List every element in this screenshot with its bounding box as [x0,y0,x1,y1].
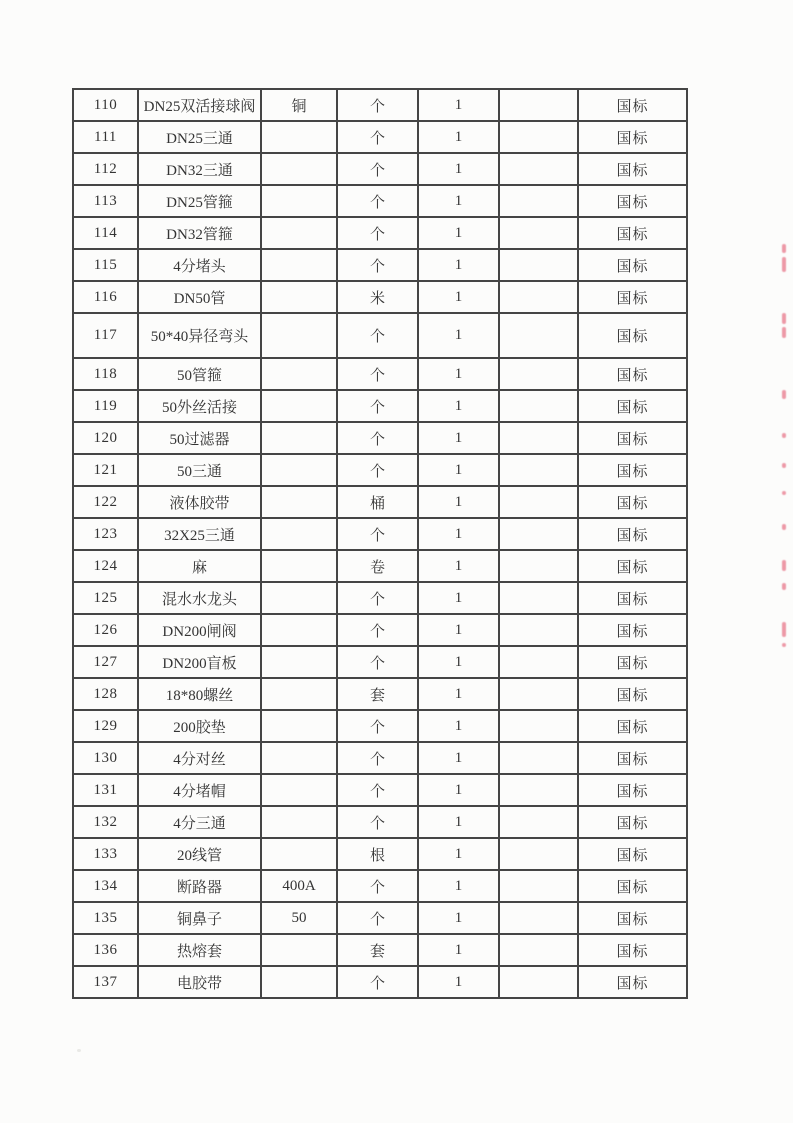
red-ink-mark [782,244,786,253]
cell-note [499,806,578,838]
cell-unit: 个 [337,121,418,153]
cell-standard: 国标 [578,966,687,998]
cell-spec [261,646,337,678]
cell-qty: 1 [418,614,499,646]
cell-spec [261,710,337,742]
cell-no: 119 [73,390,138,422]
cell-qty: 1 [418,902,499,934]
cell-qty: 1 [418,185,499,217]
cell-name: DN50管 [138,281,261,313]
table-row [73,89,687,121]
cell-no: 124 [73,550,138,582]
cell-standard: 国标 [578,742,687,774]
cell-standard: 国标 [578,185,687,217]
cell-no: 125 [73,582,138,614]
cell-no: 137 [73,966,138,998]
cell-qty: 1 [418,966,499,998]
cell-unit: 个 [337,710,418,742]
cell-spec [261,185,337,217]
cell-unit: 个 [337,390,418,422]
cell-unit: 套 [337,678,418,710]
table-row [73,422,687,454]
cell-note [499,518,578,550]
cell-unit: 米 [337,281,418,313]
table-row [73,249,687,281]
cell-note [499,870,578,902]
table-row [73,934,687,966]
cell-spec [261,217,337,249]
red-ink-mark [782,327,786,338]
cell-standard: 国标 [578,550,687,582]
cell-standard: 国标 [578,902,687,934]
cell-standard: 国标 [578,217,687,249]
cell-name: DN25双活接球阀 [138,89,261,121]
table-row [73,902,687,934]
table-row [73,217,687,249]
cell-standard: 国标 [578,678,687,710]
cell-spec: 50 [261,902,337,934]
cell-unit: 个 [337,646,418,678]
cell-standard: 国标 [578,358,687,390]
table-row [73,966,687,998]
cell-unit: 个 [337,518,418,550]
cell-unit: 根 [337,838,418,870]
cell-qty: 1 [418,281,499,313]
cell-name: 18*80螺丝 [138,678,261,710]
cell-spec [261,966,337,998]
cell-note [499,313,578,358]
cell-standard: 国标 [578,153,687,185]
cell-note [499,249,578,281]
cell-note [499,390,578,422]
cell-qty: 1 [418,486,499,518]
cell-note [499,281,578,313]
cell-no: 123 [73,518,138,550]
cell-note [499,742,578,774]
cell-note [499,454,578,486]
cell-spec [261,614,337,646]
cell-no: 115 [73,249,138,281]
cell-no: 128 [73,678,138,710]
red-ink-mark [782,491,786,495]
cell-note [499,89,578,121]
cell-unit: 个 [337,217,418,249]
cell-standard: 国标 [578,121,687,153]
cell-no: 129 [73,710,138,742]
cell-unit: 个 [337,249,418,281]
cell-unit: 个 [337,742,418,774]
cell-name: DN25管箍 [138,185,261,217]
cell-standard: 国标 [578,454,687,486]
cell-note [499,550,578,582]
cell-name: 50过滤器 [138,422,261,454]
red-ink-mark [782,524,786,530]
red-ink-mark [782,583,786,590]
cell-spec [261,518,337,550]
cell-no: 114 [73,217,138,249]
cell-spec [261,313,337,358]
cell-unit: 个 [337,422,418,454]
cell-spec [261,582,337,614]
scan-speck [77,1049,81,1052]
table-row [73,281,687,313]
cell-spec [261,358,337,390]
cell-name: 热熔套 [138,934,261,966]
cell-note [499,646,578,678]
table-row [73,678,687,710]
cell-spec [261,121,337,153]
cell-qty: 1 [418,217,499,249]
cell-no: 120 [73,422,138,454]
cell-standard: 国标 [578,281,687,313]
cell-qty: 1 [418,550,499,582]
red-ink-mark [782,257,786,272]
cell-qty: 1 [418,153,499,185]
cell-qty: 1 [418,313,499,358]
cell-name: 32X25三通 [138,518,261,550]
cell-name: 50管箍 [138,358,261,390]
cell-name: 50三通 [138,454,261,486]
table-row [73,838,687,870]
cell-name: 电胶带 [138,966,261,998]
cell-name: 4分堵帽 [138,774,261,806]
cell-note [499,934,578,966]
table-body [73,89,687,998]
cell-no: 113 [73,185,138,217]
cell-name: 200胶垫 [138,710,261,742]
table-row [73,550,687,582]
cell-unit: 桶 [337,486,418,518]
cell-name: DN25三通 [138,121,261,153]
cell-spec [261,249,337,281]
cell-qty: 1 [418,454,499,486]
table-row [73,454,687,486]
cell-standard: 国标 [578,614,687,646]
table-row [73,121,687,153]
cell-unit: 个 [337,313,418,358]
cell-name: 20线管 [138,838,261,870]
cell-qty: 1 [418,390,499,422]
cell-no: 111 [73,121,138,153]
cell-spec [261,153,337,185]
cell-name: 铜鼻子 [138,902,261,934]
cell-note [499,121,578,153]
cell-note [499,902,578,934]
cell-standard: 国标 [578,934,687,966]
cell-note [499,153,578,185]
cell-no: 116 [73,281,138,313]
red-ink-mark [782,313,786,324]
table-row [73,806,687,838]
cell-unit: 个 [337,358,418,390]
cell-name: DN200盲板 [138,646,261,678]
cell-spec [261,678,337,710]
cell-qty: 1 [418,838,499,870]
cell-spec [261,486,337,518]
cell-qty: 1 [418,678,499,710]
cell-no: 122 [73,486,138,518]
table-row [73,870,687,902]
cell-note [499,774,578,806]
table-row [73,153,687,185]
cell-standard: 国标 [578,249,687,281]
table-row [73,774,687,806]
cell-unit: 个 [337,454,418,486]
cell-spec: 铜 [261,89,337,121]
cell-name: 麻 [138,550,261,582]
cell-unit: 个 [337,774,418,806]
cell-unit: 个 [337,902,418,934]
materials-table [72,88,688,999]
red-ink-mark [782,643,786,647]
cell-name: 4分三通 [138,806,261,838]
red-ink-mark [782,463,786,468]
table-row [73,582,687,614]
cell-name: DN32管箍 [138,217,261,249]
cell-no: 134 [73,870,138,902]
cell-note [499,678,578,710]
cell-spec [261,390,337,422]
cell-qty: 1 [418,518,499,550]
cell-unit: 个 [337,582,418,614]
cell-name: DN32三通 [138,153,261,185]
cell-qty: 1 [418,870,499,902]
cell-spec [261,281,337,313]
cell-qty: 1 [418,774,499,806]
cell-unit: 套 [337,934,418,966]
cell-note [499,422,578,454]
red-ink-mark [782,622,786,637]
cell-qty: 1 [418,646,499,678]
table-row [73,742,687,774]
cell-no: 132 [73,806,138,838]
cell-unit: 个 [337,185,418,217]
table-row [73,185,687,217]
cell-note [499,966,578,998]
cell-no: 110 [73,89,138,121]
cell-note [499,710,578,742]
cell-standard: 国标 [578,710,687,742]
table-row [73,710,687,742]
cell-spec [261,422,337,454]
cell-note [499,217,578,249]
cell-note [499,838,578,870]
cell-standard: 国标 [578,486,687,518]
cell-unit: 个 [337,614,418,646]
table-row [73,518,687,550]
cell-no: 117 [73,313,138,358]
cell-standard: 国标 [578,774,687,806]
cell-spec [261,774,337,806]
cell-no: 126 [73,614,138,646]
cell-standard: 国标 [578,89,687,121]
cell-no: 118 [73,358,138,390]
cell-qty: 1 [418,89,499,121]
cell-standard: 国标 [578,870,687,902]
cell-standard: 国标 [578,313,687,358]
table-row [73,390,687,422]
cell-spec [261,454,337,486]
table-row [73,614,687,646]
cell-name: 断路器 [138,870,261,902]
cell-standard: 国标 [578,582,687,614]
cell-spec: 400A [261,870,337,902]
cell-name: 50*40异径弯头 [138,313,261,358]
cell-name: DN200闸阀 [138,614,261,646]
cell-note [499,614,578,646]
cell-qty: 1 [418,422,499,454]
cell-spec [261,550,337,582]
cell-qty: 1 [418,358,499,390]
cell-qty: 1 [418,710,499,742]
cell-unit: 个 [337,806,418,838]
cell-spec [261,838,337,870]
cell-unit: 个 [337,966,418,998]
table-row [73,313,687,358]
cell-note [499,358,578,390]
cell-note [499,582,578,614]
cell-standard: 国标 [578,390,687,422]
cell-no: 112 [73,153,138,185]
cell-no: 136 [73,934,138,966]
cell-no: 131 [73,774,138,806]
cell-standard: 国标 [578,518,687,550]
cell-no: 130 [73,742,138,774]
cell-qty: 1 [418,806,499,838]
cell-name: 混水水龙头 [138,582,261,614]
table-row [73,646,687,678]
cell-unit: 个 [337,153,418,185]
cell-qty: 1 [418,742,499,774]
cell-spec [261,934,337,966]
cell-spec [261,742,337,774]
cell-name: 50外丝活接 [138,390,261,422]
cell-no: 133 [73,838,138,870]
cell-standard: 国标 [578,806,687,838]
cell-note [499,185,578,217]
cell-name: 4分对丝 [138,742,261,774]
cell-no: 135 [73,902,138,934]
cell-standard: 国标 [578,838,687,870]
cell-unit: 个 [337,870,418,902]
cell-standard: 国标 [578,646,687,678]
red-ink-mark [782,433,786,438]
cell-name: 液体胶带 [138,486,261,518]
cell-note [499,486,578,518]
table-row [73,486,687,518]
cell-spec [261,806,337,838]
cell-qty: 1 [418,582,499,614]
cell-name: 4分堵头 [138,249,261,281]
cell-no: 121 [73,454,138,486]
cell-qty: 1 [418,934,499,966]
cell-no: 127 [73,646,138,678]
cell-qty: 1 [418,121,499,153]
red-ink-mark [782,560,786,571]
cell-qty: 1 [418,249,499,281]
table-row [73,358,687,390]
cell-standard: 国标 [578,422,687,454]
red-ink-mark [782,390,786,399]
cell-unit: 个 [337,89,418,121]
cell-unit: 卷 [337,550,418,582]
